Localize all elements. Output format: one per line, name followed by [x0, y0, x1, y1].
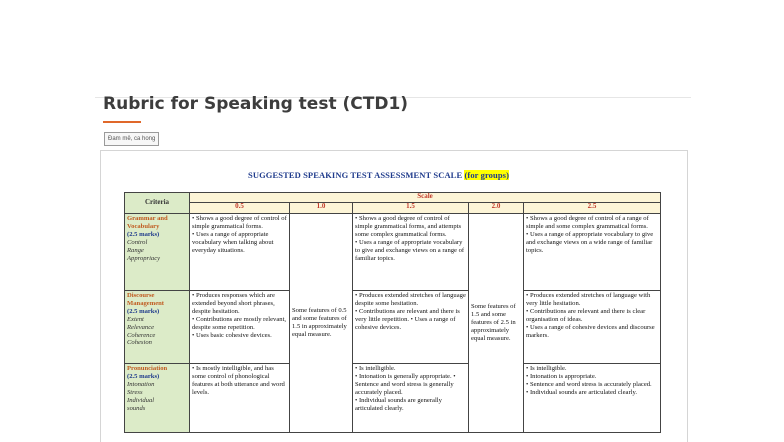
criterion-name: Pronunciation	[127, 365, 168, 372]
descriptor-cell: • Shows a good degree of control of simple grammatical forms. • Uses a range of appropriate vocabulary when talking about everyday situations.	[190, 214, 290, 291]
descriptor-cell: • Produces responses which are extended beyond short phrases, despite hesitation. • Contributions are mostly relevant, despite some repetition. • Uses basic cohesive devices.	[190, 291, 290, 364]
descriptor-cell: • Is intelligible. • Intonation is appropriate. • Sentence and word stress is accurately placed. • Individual sounds are articulated clearly.	[524, 364, 661, 433]
criterion-discourse	[125, 291, 190, 364]
title-accent-underline	[103, 121, 141, 123]
descriptor-cell: • Is mostly intelligible, and has some control of phonological features at both utterance and word levels.	[190, 364, 290, 433]
table-row	[125, 291, 661, 364]
descriptor-cell: • Shows a good degree of control of a range of simple and some complex grammatical forms. • Uses a range of appropriate vocabulary to give and exchange views on a wide range of familiar topics.	[524, 214, 661, 291]
page-title: Rubric for Speaking test (CTD1)	[103, 94, 409, 114]
criterion-pronunciation	[125, 364, 190, 433]
scale-header: Scale	[190, 193, 661, 203]
criterion-subitems: Intonation Stress Individual sounds	[127, 380, 155, 412]
criteria-header: Criteria	[125, 193, 190, 214]
scale-level-1-0: 1.0	[290, 203, 353, 214]
criterion-grammar	[125, 214, 190, 291]
scale-level-1-5: 1.5	[353, 203, 469, 214]
criterion-subitems: Extent Relevance Coherence Cohesion	[127, 315, 156, 347]
scale-level-0-5: 0.5	[190, 203, 290, 214]
criterion-subitems: Control Range Appropriacy	[127, 238, 161, 262]
document-heading	[248, 170, 509, 180]
scale-level-2-5: 2.5	[524, 203, 661, 214]
intermediate-1-0-cell: Some features of 0.5 and some features of 1.5 in approximately equal measure.	[290, 214, 353, 433]
criterion-marks: (2.5 marks)	[127, 372, 160, 380]
criterion-marks: (2.5 marks)	[127, 230, 160, 238]
table-row	[125, 364, 661, 433]
descriptor-cell: • Shows a good degree of control of simple grammatical forms, and attempts some complex grammatical forms. • Uses a range of appropriate vocabulary to give and exchange views on a range of familiar topics.	[353, 214, 469, 291]
scale-level-2-0: 2.0	[469, 203, 524, 214]
document-heading-main: SUGGESTED SPEAKING TEST ASSESSMENT SCALE	[248, 170, 465, 180]
descriptor-cell: • Produces extended stretches of language with very little hesitation. • Contributions are relevant and there is clear organisation of ideas. • Uses a range of cohesive devices and discourse markers.	[524, 291, 661, 364]
descriptor-cell: • Produces extended stretches of language despite some hesitation. • Contributions are relevant and there is very little repetition. • Uses a range of cohesive devices.	[353, 291, 469, 364]
criterion-marks: (2.5 marks)	[127, 307, 160, 315]
tag-chip[interactable]: Đam mê, ca hong	[104, 132, 159, 146]
criterion-name: Grammar and Vocabulary	[127, 215, 168, 230]
descriptor-cell: • Is intelligible. • Intonation is generally appropriate. • Sentence and word stress is generally accurately placed. • Individual sounds are generally articulated clearly.	[353, 364, 469, 433]
table-row	[125, 214, 661, 291]
criterion-name: Discourse Management	[127, 292, 164, 307]
rubric-table	[124, 192, 661, 433]
document-heading-highlight: (for groups)	[464, 170, 510, 180]
intermediate-2-0-cell: Some features of 1.5 and some features of 2.5 in approximately equal measure.	[469, 214, 524, 433]
